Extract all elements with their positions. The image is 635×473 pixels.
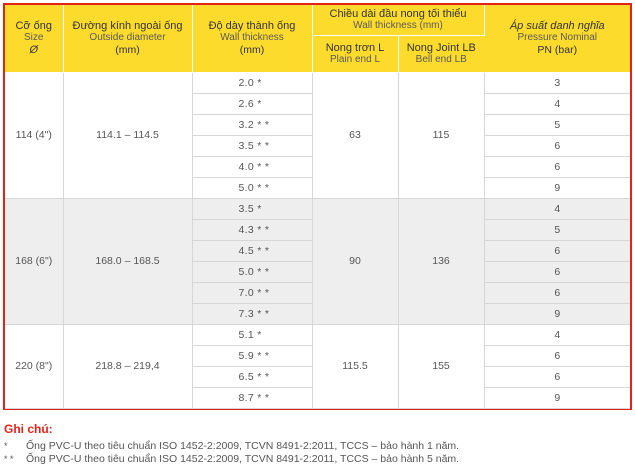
cell-pressure-nominal: 6 xyxy=(484,240,630,261)
cell-pressure-nominal: 3 xyxy=(484,72,630,93)
notes-section xyxy=(4,422,629,466)
cell-pressure-nominal: 5 xyxy=(484,114,630,135)
cell-size: 168 (6") xyxy=(5,198,63,324)
header-bell-end: Nong Joint LB Bell end LB xyxy=(398,35,484,72)
cell-wall-thickness: 4.5 * * xyxy=(192,240,312,261)
cell-wall-thickness: 2.0 * xyxy=(192,72,312,93)
cell-wall-thickness: 6.5 * * xyxy=(192,366,312,387)
cell-outside-diameter: 218.8 – 219,4 xyxy=(63,324,192,408)
cell-wall-thickness: 5.0 * * xyxy=(192,261,312,282)
cell-wall-thickness: 4.0 * * xyxy=(192,156,312,177)
cell-pressure-nominal: 6 xyxy=(484,366,630,387)
cell-pressure-nominal: 5 xyxy=(484,219,630,240)
spec-table-frame xyxy=(3,3,632,410)
cell-size: 220 (8") xyxy=(5,324,63,408)
cell-pressure-nominal: 6 xyxy=(484,282,630,303)
table-row xyxy=(5,72,630,93)
cell-pressure-nominal: 4 xyxy=(484,93,630,114)
cell-wall-thickness: 8.7 * * xyxy=(192,387,312,408)
cell-wall-thickness: 7.3 * * xyxy=(192,303,312,324)
spec-table xyxy=(5,5,630,409)
cell-pressure-nominal: 4 xyxy=(484,324,630,345)
note-item xyxy=(4,453,629,466)
cell-wall-thickness: 3.2 * * xyxy=(192,114,312,135)
cell-wall-thickness: 5.0 * * xyxy=(192,177,312,198)
cell-pressure-nominal: 6 xyxy=(484,261,630,282)
table-row xyxy=(5,324,630,345)
cell-pressure-nominal: 9 xyxy=(484,177,630,198)
note-mark: * * xyxy=(4,454,14,464)
cell-wall-thickness: 4.3 * * xyxy=(192,219,312,240)
cell-size: 114 (4") xyxy=(5,72,63,198)
cell-outside-diameter: 114.1 – 114.5 xyxy=(63,72,192,198)
cell-pressure-nominal: 4 xyxy=(484,198,630,219)
cell-wall-thickness: 3.5 * * xyxy=(192,135,312,156)
header-socket-length: Chiều dài đầu nong tối thiểu Wall thickness (mm) xyxy=(312,5,484,35)
header-size: Cỡ ống Size Ø xyxy=(5,5,63,72)
cell-plain-end: 63 xyxy=(312,72,398,198)
note-text: Ống PVC-U theo tiêu chuẩn ISO 1452-2:2009, TCVN 8491-2:2011, TCCS – bảo hành 5 năm. xyxy=(26,453,460,465)
cell-wall-thickness: 5.9 * * xyxy=(192,345,312,366)
cell-pressure-nominal: 9 xyxy=(484,387,630,408)
header-wall-thickness: Độ dày thành ống Wall thickness (mm) xyxy=(192,5,312,72)
cell-outside-diameter: 168.0 – 168.5 xyxy=(63,198,192,324)
notes-title: Ghi chú: xyxy=(4,422,53,436)
note-item xyxy=(4,440,629,453)
cell-pressure-nominal: 9 xyxy=(484,303,630,324)
header-outside-diameter: Đường kính ngoài ống Outside diameter (mm) xyxy=(63,5,192,72)
header-plain-end: Nong trơn L Plain end L xyxy=(312,35,398,72)
note-mark: * xyxy=(4,441,8,451)
cell-wall-thickness: 7.0 * * xyxy=(192,282,312,303)
cell-bell-end: 136 xyxy=(398,198,484,324)
note-text: Ống PVC-U theo tiêu chuẩn ISO 1452-2:2009, TCVN 8491-2:2011, TCCS – bảo hành 1 năm. xyxy=(26,440,460,452)
cell-wall-thickness: 5.1 * xyxy=(192,324,312,345)
cell-wall-thickness: 2.6 * xyxy=(192,93,312,114)
cell-pressure-nominal: 6 xyxy=(484,156,630,177)
table-body xyxy=(5,72,630,408)
table-header xyxy=(5,5,630,72)
cell-pressure-nominal: 6 xyxy=(484,135,630,156)
cell-pressure-nominal: 6 xyxy=(484,345,630,366)
cell-wall-thickness: 3.5 * xyxy=(192,198,312,219)
header-pressure-nominal: Áp suất danh nghĩa Pressure Nominal PN (bar) xyxy=(484,5,630,72)
cell-plain-end: 115.5 xyxy=(312,324,398,408)
cell-bell-end: 155 xyxy=(398,324,484,408)
cell-plain-end: 90 xyxy=(312,198,398,324)
table-row xyxy=(5,198,630,219)
cell-bell-end: 115 xyxy=(398,72,484,198)
